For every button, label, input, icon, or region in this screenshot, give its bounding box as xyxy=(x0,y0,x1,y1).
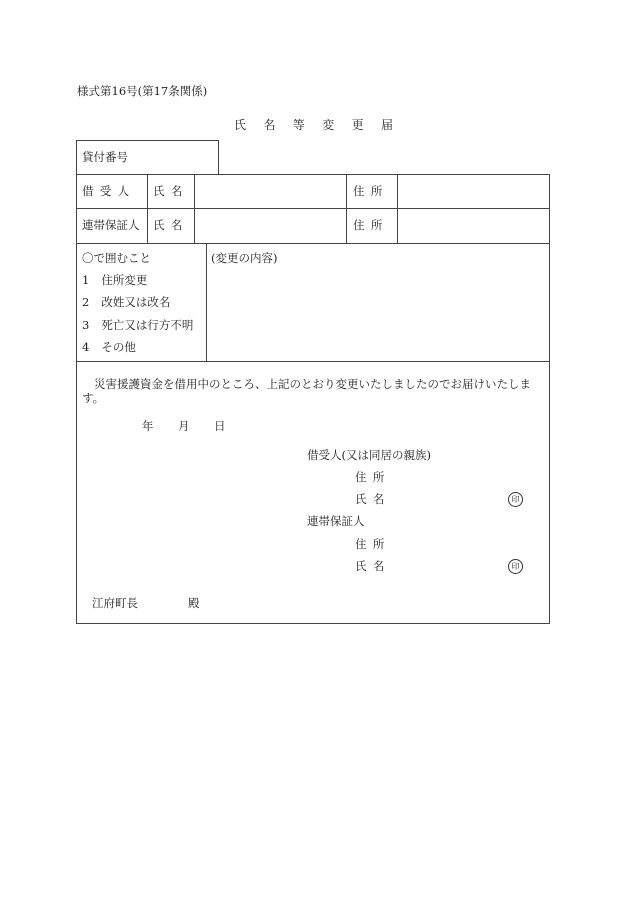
guarantor-address-label: 住所 xyxy=(353,218,389,232)
guarantor-name-field[interactable] xyxy=(200,215,340,237)
borrower-address-field[interactable] xyxy=(403,181,543,203)
sig-borrower-label: 借受人(又は同居の親族) xyxy=(307,448,431,462)
outer-right-border xyxy=(549,174,550,624)
col-divider-4 xyxy=(397,174,398,243)
option-text: 改姓又は改名 xyxy=(101,295,171,309)
loan-number-label: 貸付番号 xyxy=(82,150,128,164)
sig-guarantor-label: 連帯保証人 xyxy=(307,514,365,528)
option-number: 3 xyxy=(82,318,90,332)
outer-bottom-border xyxy=(76,623,550,624)
circle-instruction: 〇で囲むこと xyxy=(82,251,151,265)
col-divider-3 xyxy=(346,174,347,243)
option-number: 1 xyxy=(82,273,90,287)
sig-borrower-name-label: 氏名 xyxy=(355,492,391,506)
seal-icon: 印 xyxy=(508,492,523,507)
sig-guarantor-address-label: 住所 xyxy=(355,537,391,551)
loan-box-top-border xyxy=(76,140,219,141)
option-text: 住所変更 xyxy=(101,273,148,287)
loan-box-right-border xyxy=(218,140,219,174)
option-text: その他 xyxy=(101,340,136,354)
options-divider xyxy=(206,243,207,361)
form-number: 様式第16号(第17条関係) xyxy=(77,84,208,98)
option-item[interactable] xyxy=(82,320,193,332)
option-item[interactable] xyxy=(82,275,147,287)
guarantor-address-field[interactable] xyxy=(403,215,543,237)
option-number: 4 xyxy=(82,340,90,354)
option-item[interactable] xyxy=(82,342,136,354)
addressee-name: 江府町長 xyxy=(92,596,138,610)
date-day: 日 xyxy=(214,419,226,433)
form-title: 氏名等変更届 xyxy=(234,118,411,132)
sig-guarantor-name-label: 氏名 xyxy=(355,559,391,573)
date-month: 月 xyxy=(178,419,190,433)
outer-left-border xyxy=(76,140,77,624)
col-divider-2 xyxy=(194,174,195,243)
change-content-field[interactable] xyxy=(211,270,543,356)
borrower-label: 借受人 xyxy=(82,184,136,198)
col-divider-1 xyxy=(147,174,148,243)
row-declaration-top-border xyxy=(76,361,550,362)
guarantor-label: 連帯保証人 xyxy=(82,218,140,232)
row-options-top-border xyxy=(76,243,550,244)
date-year: 年 xyxy=(142,419,154,433)
option-item[interactable] xyxy=(82,297,170,309)
option-number: 2 xyxy=(82,295,90,309)
guarantor-name-label: 氏名 xyxy=(153,218,189,232)
seal-icon: 印 xyxy=(508,559,523,574)
borrower-address-label: 住所 xyxy=(353,184,389,198)
declaration-text: 災害援護資金を借用中のところ、上記のとおり変更いたしましたのでお届けいたします。 xyxy=(82,377,531,405)
addressee-honorific: 殿 xyxy=(188,596,200,610)
borrower-name-label: 氏名 xyxy=(153,184,189,198)
borrower-name-field[interactable] xyxy=(200,181,340,203)
change-content-label: (変更の内容) xyxy=(211,251,278,265)
option-text: 死亡又は行方不明 xyxy=(101,318,194,332)
sig-borrower-address-label: 住所 xyxy=(355,470,391,484)
